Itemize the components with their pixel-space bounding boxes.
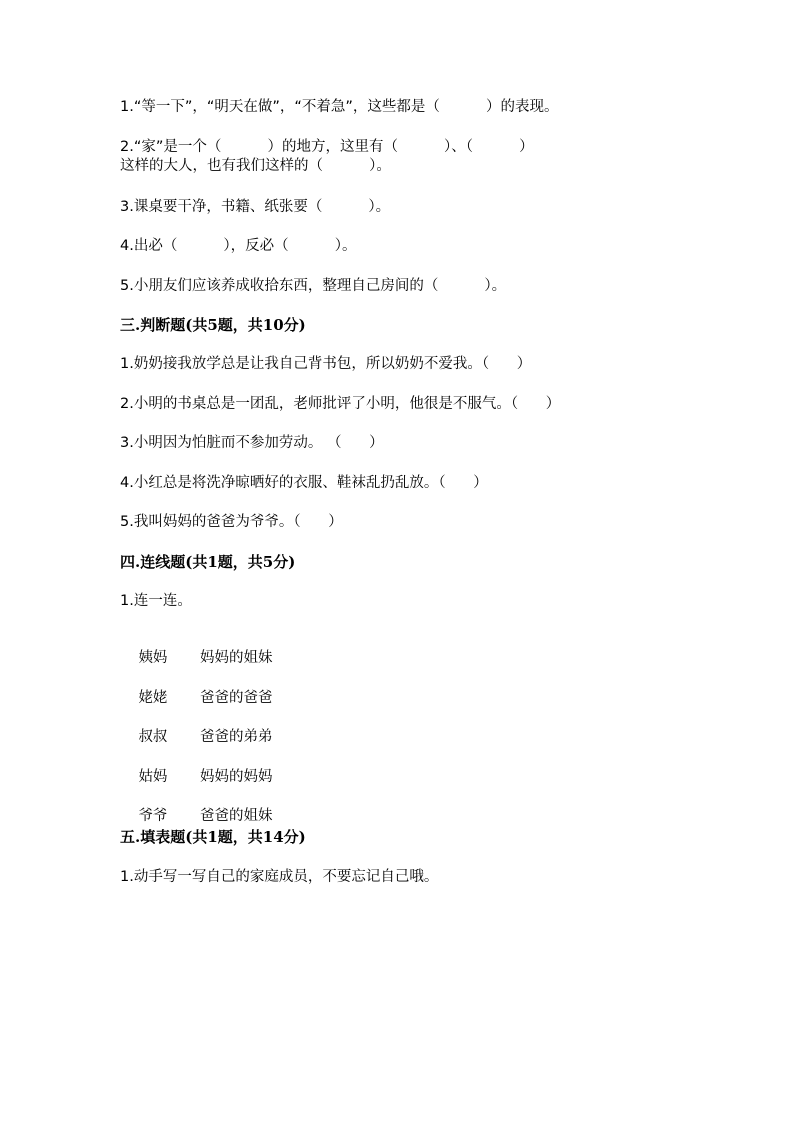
match-left: 姑妈 [138, 769, 168, 785]
match-left: 叔叔 [138, 729, 168, 745]
fill-blank-q5: 5.小朋友们应该养成收拾东西，整理自己房间的（ ）。 [120, 278, 507, 294]
fill-blank-q1: 1.“等一下”，“明天在做”，“不着急”，这些都是（ ）的表现。 [120, 99, 559, 115]
judge-item-3: 3.小明因为怕脏而不参加劳动。 （ ） [120, 435, 384, 451]
match-right: 爸爸的弟弟 [200, 729, 273, 745]
fill-blank-q3: 3.课桌要干净，书籍、纸张要（ ）。 [120, 199, 391, 215]
match-left: 姨妈 [138, 650, 168, 666]
section4-title: 四.连线题(共1题，共5分) [120, 553, 296, 571]
section5-prompt: 1.动手写一写自己的家庭成员，不要忘记自己哦。 [120, 869, 439, 885]
judge-item-5: 5.我叫妈妈的爸爸为爷爷。（ ） [120, 514, 343, 530]
match-left: 姥姥 [138, 690, 168, 706]
judge-item-1: 1.奶奶接我放学总是让我自己背书包，所以奶奶不爱我。（ ） [120, 356, 532, 372]
match-right: 妈妈的姐妹 [200, 650, 273, 666]
match-right: 妈妈的妈妈 [200, 769, 273, 785]
fill-blank-q2-line2: 这样的大人，也有我们这样的（ ）。 [120, 158, 391, 174]
section4-prompt: 1.连一连。 [120, 593, 192, 609]
match-right: 爸爸的姐妹 [200, 808, 273, 824]
match-left: 爷爷 [138, 808, 168, 824]
fill-blank-q4: 4.出必（ ），反必（ ）。 [120, 238, 357, 254]
fill-blank-q2-line1: 2.“家”是一个（ ）的地方，这里有（ ）、（ ） [120, 139, 534, 155]
judge-item-2: 2.小明的书桌总是一团乱，老师批评了小明，他很是不服气。（ ） [120, 396, 561, 412]
judge-item-4: 4.小红总是将洗净晾晒好的衣服、鞋袜乱扔乱放。（ ） [120, 475, 488, 491]
match-right: 爸爸的爸爸 [200, 690, 273, 706]
section3-title: 三.判断题(共5题，共10分) [120, 316, 306, 334]
section5-title: 五.填表题(共1题，共14分) [120, 828, 306, 846]
